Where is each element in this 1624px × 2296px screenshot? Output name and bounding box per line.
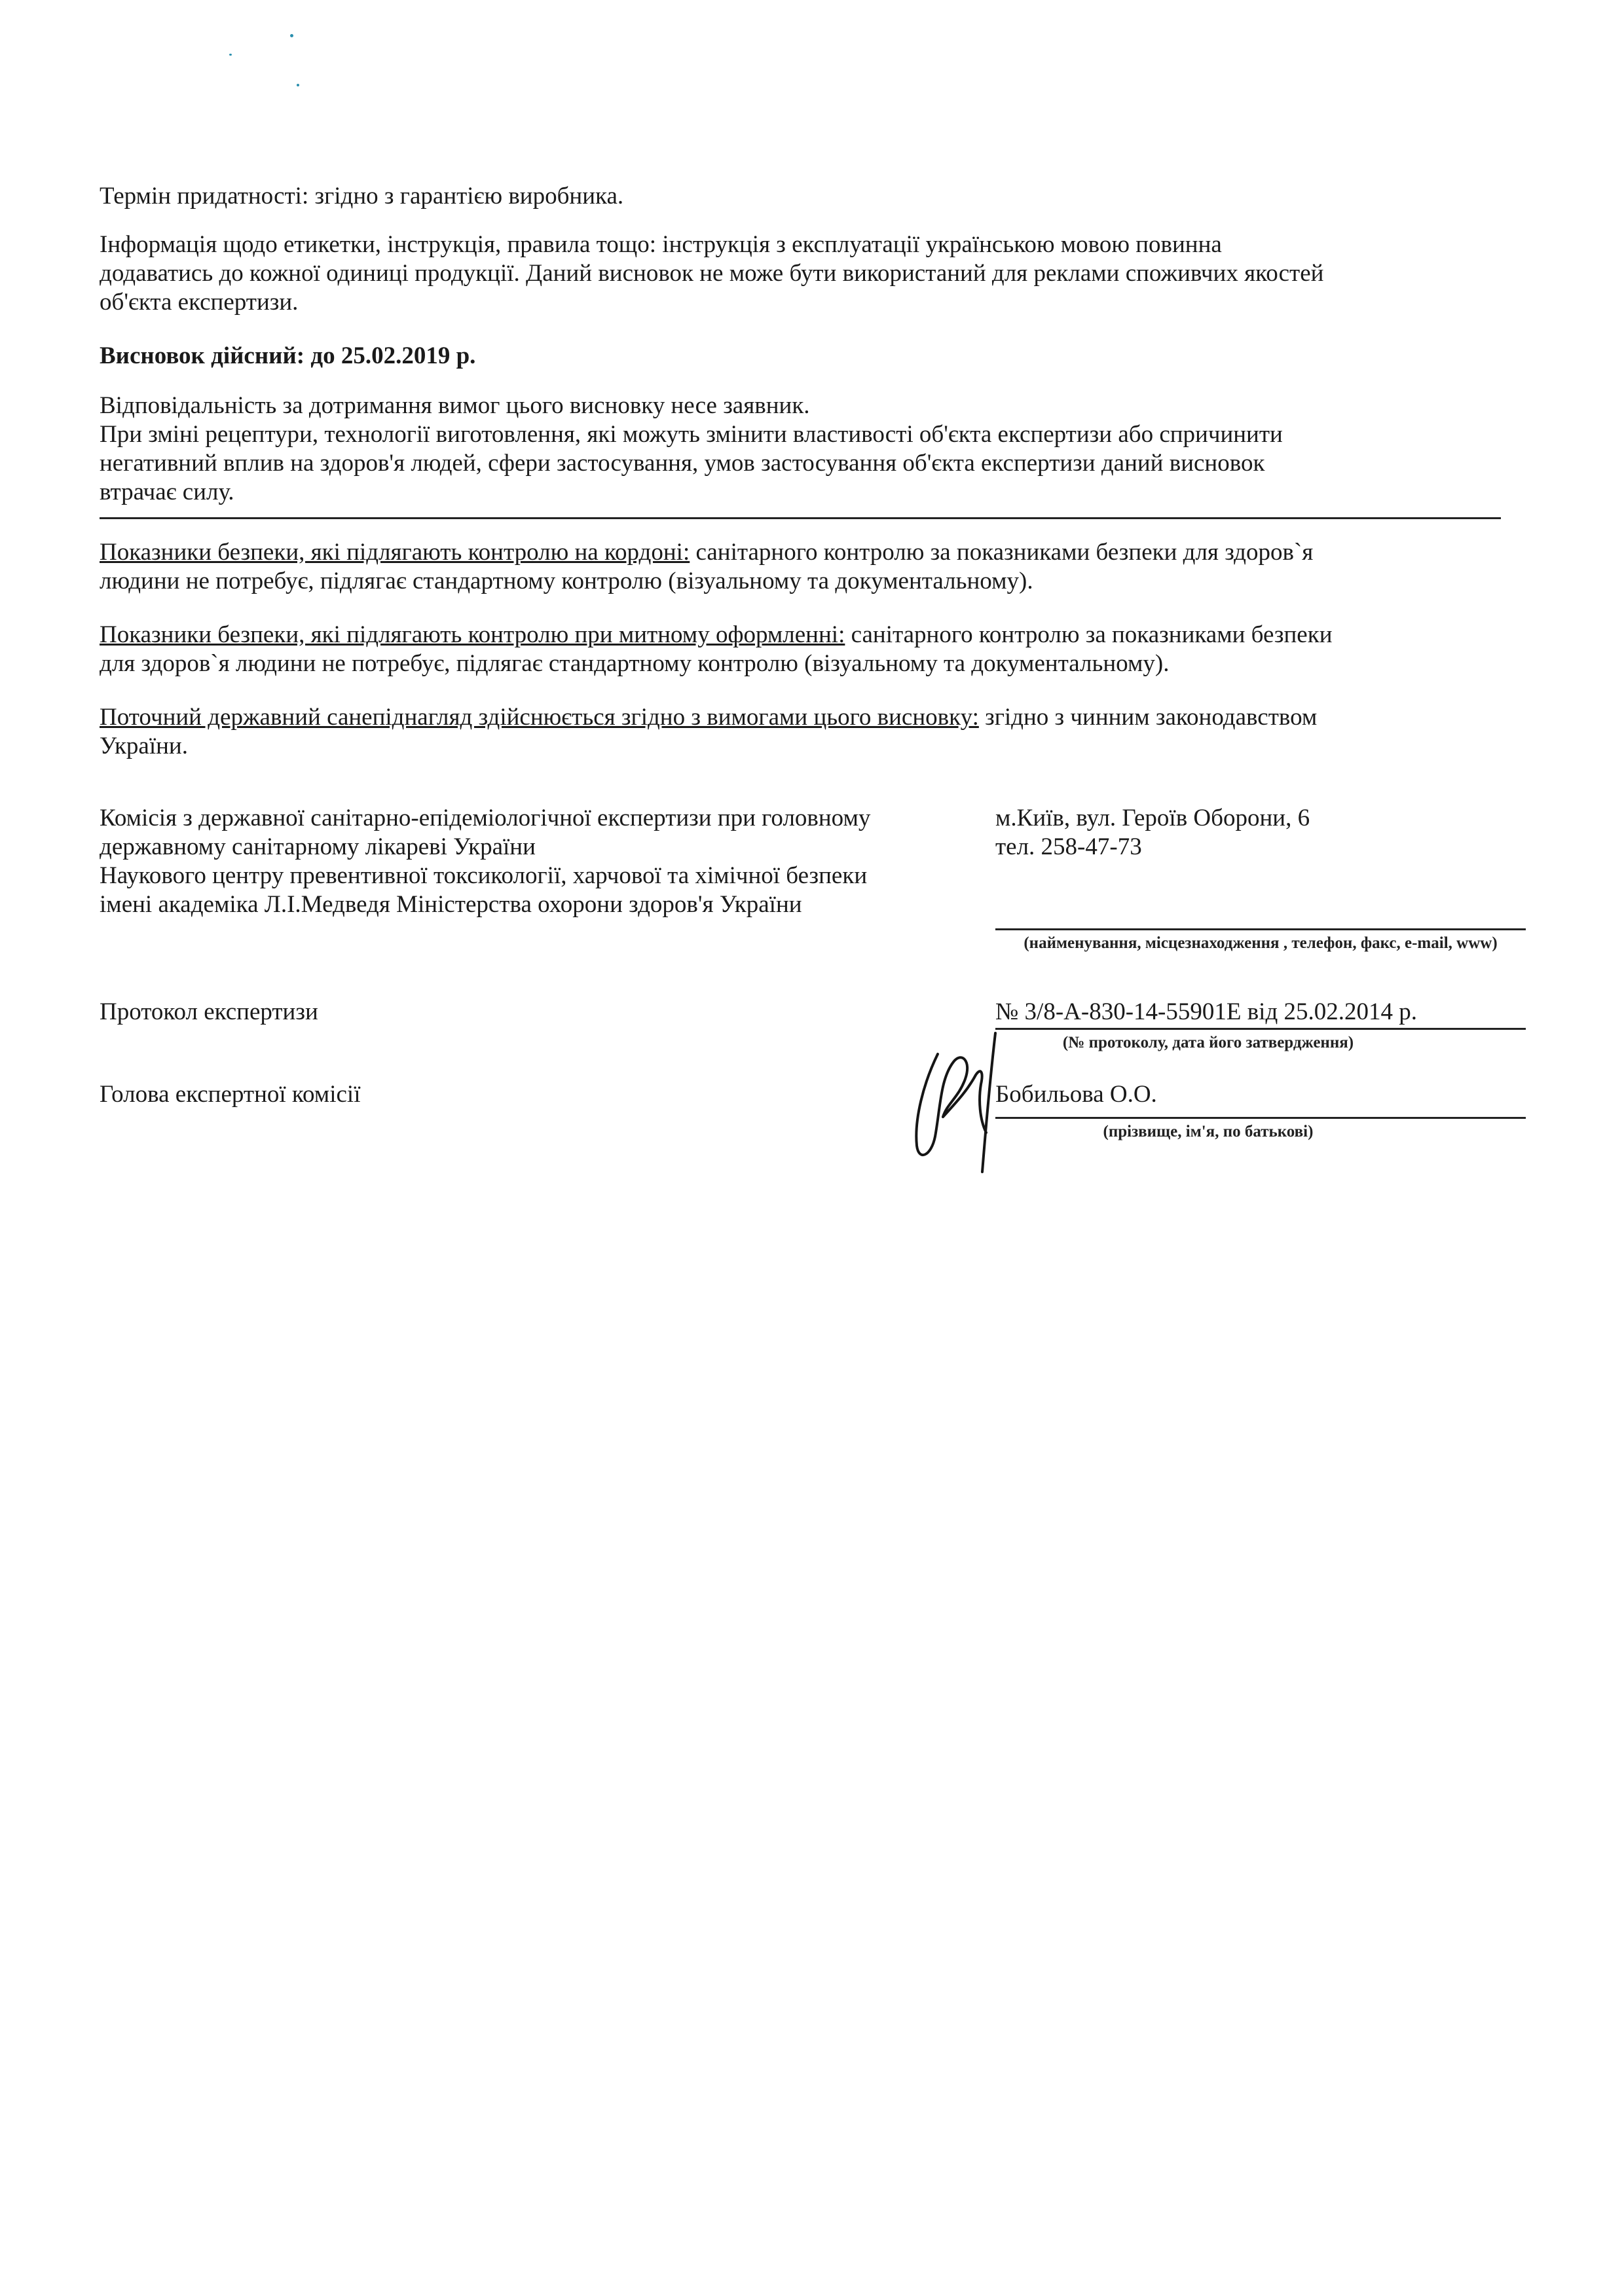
head-name: Бобильова О.О. (995, 1081, 1157, 1108)
protocol-label: Протокол експертизи (100, 998, 318, 1025)
border-control-label: Показники безпеки, які підлягають контролю на кордоні: (100, 539, 690, 566)
head-underline (995, 1117, 1526, 1119)
commission-line: Наукового центру превентивної токсикології, харчової та хімічної безпеки (100, 862, 868, 889)
border-control-text: людини не потребує, підлягає стандартному контролю (візуальному та документальному). (100, 568, 1033, 594)
supervision-paragraph (100, 703, 1317, 761)
commission-line: Комісія з державної санітарно-епідеміологічної експертизи при головному (100, 805, 871, 831)
shelf-life-text: Термін придатності: згідно з гарантією виробника. (100, 183, 624, 210)
responsibility-line: При зміні рецептури, технології виготовлення, які можуть змінити властивості об'єкта експертизи або спричинити (100, 421, 1283, 448)
customs-control-label: Показники безпеки, які підлягають контролю при митному оформленні: (100, 621, 845, 648)
signature-image (897, 1021, 1022, 1178)
label-info-line: додаватись до кожної одиниці продукції. Даний висновок не може бути використаний для реклами споживчих якостей (100, 260, 1324, 287)
commission-line: імені академіка Л.І.Медведя Міністерства охорони здоров'я України (100, 891, 802, 918)
commission-block (100, 804, 870, 919)
address-block (995, 804, 1310, 862)
label-info-line: об'єкта експертизи. (100, 289, 299, 316)
label-info-line: Інформація щодо етикетки, інструкція, правила тощо: інструкція з експлуатації українською мовою повинна (100, 231, 1222, 258)
supervision-text: України. (100, 733, 188, 759)
protocol-caption: (№ протоколу, дата його затвердження) (1062, 1034, 1354, 1051)
head-label: Голова експертної комісії (100, 1081, 361, 1108)
commission-line: державному санітарному лікареві України (100, 833, 536, 860)
supervision-label: Поточний державний санепіднагляд здійснюється згідно з вимогами цього висновку: (100, 704, 979, 731)
label-info-paragraph (100, 230, 1323, 317)
responsibility-line: втрачає силу. (100, 479, 234, 505)
address-caption: (найменування, місцезнаходження , телефон, факс, e-mail, www) (1024, 934, 1498, 952)
customs-control-paragraph (100, 621, 1333, 678)
border-control-paragraph (100, 538, 1313, 596)
section-divider (100, 517, 1501, 519)
head-caption: (прізвище, ім'я, по батькові) (1103, 1123, 1314, 1140)
valid-until-text: Висновок дійсний: до 25.02.2019 р. (100, 342, 476, 369)
customs-control-text: для здоров`я людини не потребує, підлягає стандартному контролю (візуальному та документальному). (100, 650, 1170, 677)
address-line: м.Київ, вул. Героїв Оборони, 6 (995, 805, 1310, 831)
protocol-underline (995, 1028, 1526, 1030)
scan-speck (297, 84, 299, 86)
protocol-number: № 3/8-А-830-14-55901Е від 25.02.2014 р. (995, 998, 1418, 1025)
phone-line: тел. 258-47-73 (995, 833, 1142, 860)
supervision-text: згідно з чинним законодавством (978, 704, 1318, 731)
border-control-text: санітарного контролю за показниками безпеки для здоров`я (690, 539, 1314, 566)
responsibility-line: Відповідальність за дотримання вимог цього висновку несе заявник. (100, 392, 810, 419)
responsibility-line: негативний вплив на здоров'я людей, сфери застосування, умов застосування об'єкта експертизи даний висновок (100, 450, 1265, 477)
customs-control-text: санітарного контролю за показниками безпеки (845, 621, 1333, 648)
responsibility-paragraph (100, 392, 1283, 507)
scan-speck (290, 34, 293, 37)
address-underline (995, 928, 1526, 930)
scan-speck (229, 54, 232, 56)
